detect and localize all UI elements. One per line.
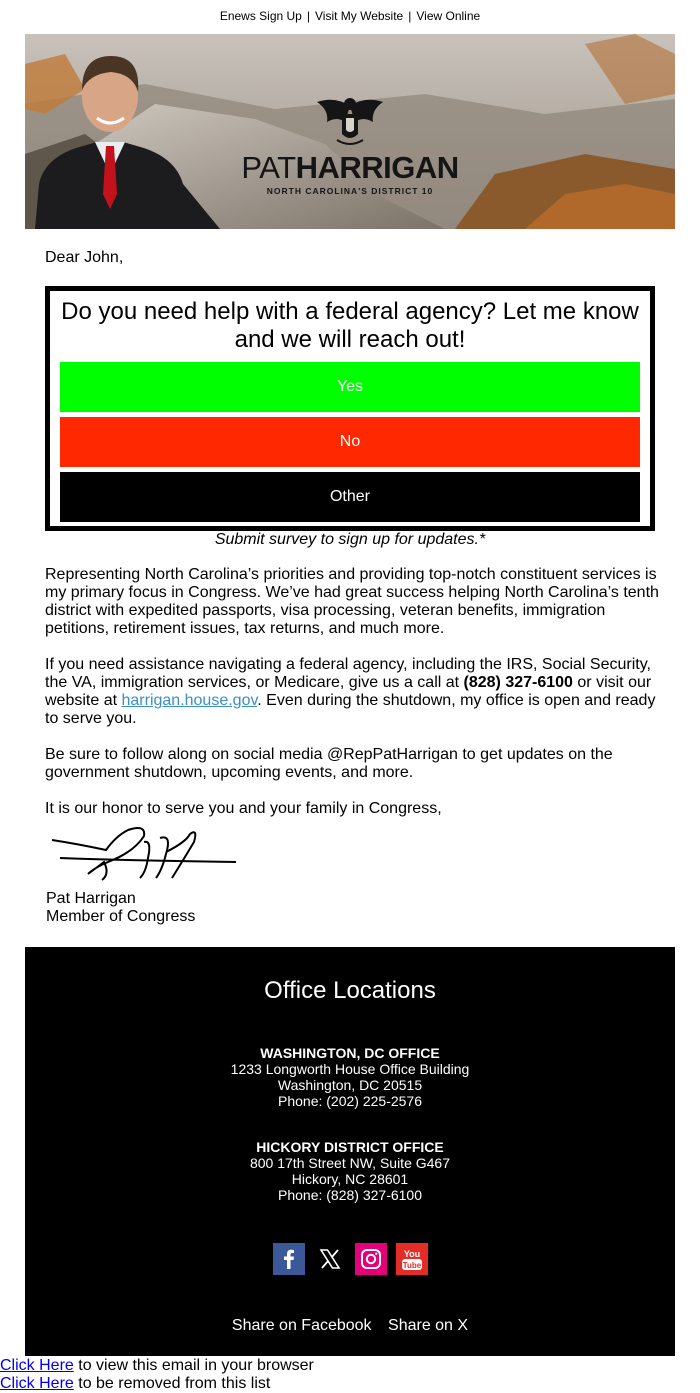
unsubscribe-text: to be removed from this list xyxy=(73,1375,271,1392)
office-address-line: 800 17th Street NW, Suite G467 xyxy=(249,1155,450,1171)
body-text: or visit our website at xyxy=(45,674,652,709)
visit-website-link[interactable]: Visit My Website xyxy=(314,9,404,23)
greeting: Dear John, xyxy=(45,249,124,266)
office-washington xyxy=(25,1045,675,1109)
body-paragraph: Representing North Carolina’s priorities and providing top-notch constituent services is my primary focus in Congress. We’ve had great success helping North Carolina’s tenth district with expedited passports, visa processing, veteran benefits, immigration petitions, retirement issues, tax returns, and much more. xyxy=(45,566,659,637)
brand-subtitle: NORTH CAROLINA'S DISTRICT 10 xyxy=(266,186,434,196)
brand-last-name: HARRIGAN xyxy=(295,150,459,185)
handwritten-signature xyxy=(48,822,240,886)
view-in-browser-line xyxy=(0,1357,314,1375)
share-links xyxy=(25,1317,675,1335)
youtube-text: You xyxy=(403,1249,420,1259)
nav-separator: | xyxy=(408,9,412,23)
body-paragraph xyxy=(45,656,660,728)
enews-signup-link[interactable]: Enews Sign Up xyxy=(219,9,302,23)
signer-title: Member of Congress xyxy=(46,908,196,925)
signer-name: Pat Harrigan xyxy=(46,890,136,907)
survey-yes-button[interactable]: Yes xyxy=(60,362,640,412)
office-phone: Phone: (202) 225-2576 xyxy=(278,1093,422,1109)
header-banner xyxy=(25,34,675,229)
office-name: HICKORY DISTRICT OFFICE xyxy=(256,1139,444,1155)
office-address-line: Washington, DC 20515 xyxy=(277,1077,423,1093)
survey-note: Submit survey to sign up for updates.* xyxy=(214,531,486,548)
view-in-browser-link[interactable]: Click Here xyxy=(0,1357,74,1374)
office-phone: (828) 327-6100 xyxy=(463,674,573,691)
facebook-icon[interactable] xyxy=(273,1243,305,1275)
body-text: If you need assistance navigating a federal agency, including the IRS, Social Security, the VA, immigration services, or Medicare, give us a call at xyxy=(45,656,651,691)
office-address-line: Hickory, NC 28601 xyxy=(291,1171,409,1187)
office-phone: Phone: (828) 327-6100 xyxy=(278,1187,422,1203)
nav-separator: | xyxy=(306,9,310,23)
top-nav xyxy=(0,9,700,23)
brand-logo xyxy=(235,152,465,196)
body-paragraph: Be sure to follow along on social media @RepPatHarrigan to get updates on the government shutdown, upcoming events, and more. xyxy=(45,746,613,781)
x-icon[interactable] xyxy=(314,1243,346,1275)
share-x-link[interactable]: Share on X xyxy=(388,1317,469,1334)
office-name: WASHINGTON, DC OFFICE xyxy=(260,1045,440,1061)
eagle-emblem-icon xyxy=(315,92,385,150)
unsubscribe-line xyxy=(0,1375,270,1393)
signer-block xyxy=(46,890,195,926)
brand-first-name: PAT xyxy=(241,150,296,185)
youtube-text: Tube xyxy=(402,1261,421,1270)
footer-heading: Office Locations xyxy=(264,977,436,1004)
survey-question: Do you need help with a federal agency? Let me know and we will reach out! xyxy=(61,298,639,353)
office-hickory xyxy=(25,1139,675,1203)
survey-other-button[interactable]: Other xyxy=(60,472,640,522)
body-paragraph: It is our honor to serve you and your family in Congress, xyxy=(45,800,442,817)
footer xyxy=(25,947,675,1356)
social-icons xyxy=(25,1243,675,1275)
view-in-browser-text: to view this email in your browser xyxy=(73,1357,314,1374)
youtube-icon[interactable] xyxy=(396,1243,428,1275)
body-text: . Even during the shutdown, my office is open and ready to serve you. xyxy=(45,692,656,727)
website-link[interactable]: harrigan.house.gov xyxy=(121,692,258,709)
email-body xyxy=(45,566,660,836)
instagram-icon[interactable] xyxy=(355,1243,387,1275)
share-facebook-link[interactable]: Share on Facebook xyxy=(231,1317,372,1334)
unsubscribe-link[interactable]: Click Here xyxy=(0,1375,74,1392)
survey-no-button[interactable]: No xyxy=(60,417,640,467)
survey-box xyxy=(45,286,655,531)
view-online-link[interactable]: View Online xyxy=(416,9,481,23)
office-address-line: 1233 Longworth House Office Building xyxy=(230,1061,470,1077)
